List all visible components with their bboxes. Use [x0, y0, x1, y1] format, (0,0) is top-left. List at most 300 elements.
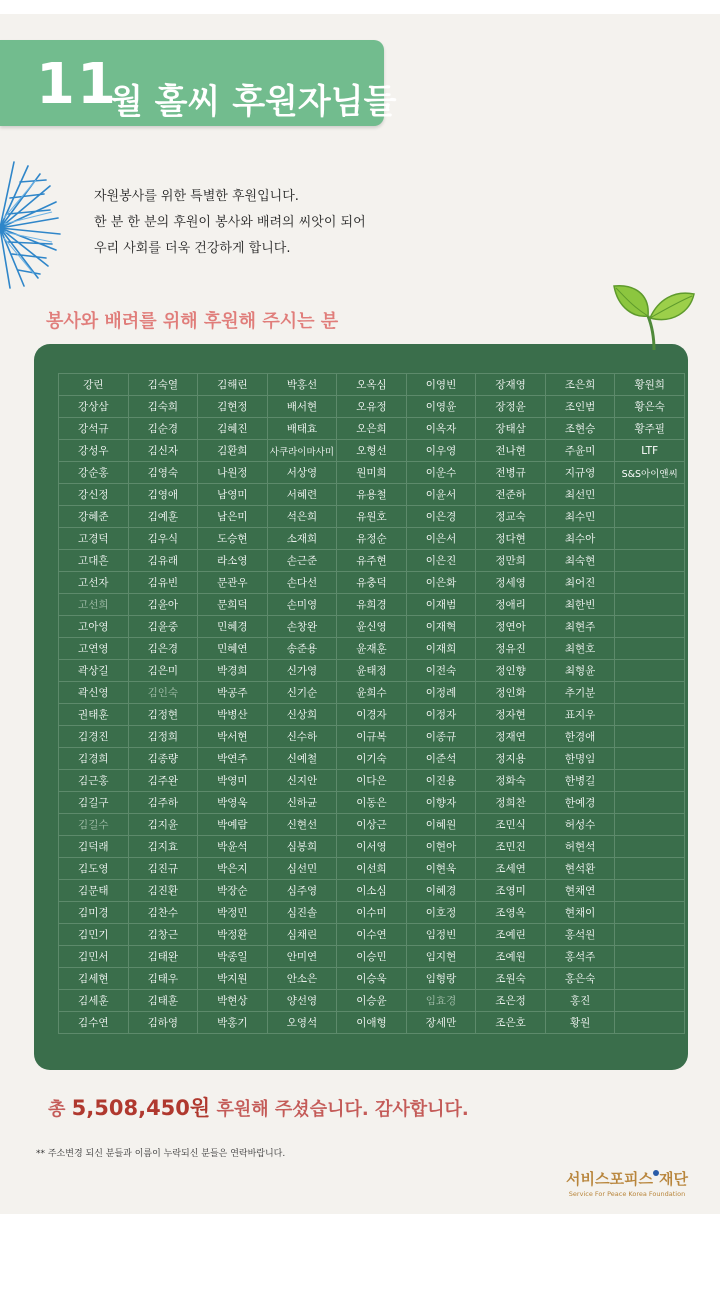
- table-row: [59, 1012, 685, 1034]
- donor-cell: 고선자: [59, 572, 129, 594]
- donor-cell: 김지효: [128, 836, 198, 858]
- total-suffix: 후원해 주셨습니다. 감사합니다.: [216, 1099, 469, 1120]
- donor-cell: 주윤미: [545, 440, 615, 462]
- donor-cell: 이재혁: [406, 616, 476, 638]
- donor-cell: 이승민: [337, 946, 407, 968]
- donor-cell: 최숙현: [545, 550, 615, 572]
- total-amount: 5,508,450원: [71, 1096, 211, 1120]
- donor-cell: 정연아: [476, 616, 546, 638]
- donor-cell: 김유빈: [128, 572, 198, 594]
- donor-cell: 김문태: [59, 880, 129, 902]
- donor-cell: 김현정: [198, 396, 268, 418]
- donor-cell: 정화숙: [476, 770, 546, 792]
- donor-cell: 강상삼: [59, 396, 129, 418]
- donor-cell: 김길구: [59, 792, 129, 814]
- intro-text: [94, 184, 494, 262]
- donor-cell: 이혜경: [406, 880, 476, 902]
- donor-cell: 김태우: [128, 968, 198, 990]
- table-row: [59, 968, 685, 990]
- donor-cell: 김태완: [128, 946, 198, 968]
- donor-cell: 손다선: [267, 572, 337, 594]
- donor-cell: 황원희: [615, 374, 685, 396]
- donor-cell: 김환희: [198, 440, 268, 462]
- donor-cell: 김영숙: [128, 462, 198, 484]
- donor-cell: 고선희: [59, 594, 129, 616]
- donor-cell: 박병산: [198, 704, 268, 726]
- donor-cell: 심선민: [267, 858, 337, 880]
- donor-cell: 정희찬: [476, 792, 546, 814]
- donor-cell: 신지안: [267, 770, 337, 792]
- donor-cell: 이종규: [406, 726, 476, 748]
- donor-cell: 권태훈: [59, 704, 129, 726]
- donor-cell: 최형윤: [545, 660, 615, 682]
- donor-cell: 심진솔: [267, 902, 337, 924]
- donor-cell: 소재희: [267, 528, 337, 550]
- donor-cell: 김경진: [59, 726, 129, 748]
- donor-cell: 정지용: [476, 748, 546, 770]
- donor-cell: 강순홍: [59, 462, 129, 484]
- donor-cell: 조은정: [476, 990, 546, 1012]
- donor-cell: [615, 902, 685, 924]
- table-row: [59, 616, 685, 638]
- donor-cell: 정인화: [476, 682, 546, 704]
- donor-cell: 신하균: [267, 792, 337, 814]
- donor-cell: 박영욱: [198, 792, 268, 814]
- donor-cell: 이서영: [337, 836, 407, 858]
- donor-cell: 이정자: [406, 704, 476, 726]
- pinecone-icon: [0, 158, 64, 292]
- donor-cell: 민혜연: [198, 638, 268, 660]
- donor-cell: 조민식: [476, 814, 546, 836]
- donor-cell: 허현석: [545, 836, 615, 858]
- donor-table: [58, 373, 685, 1034]
- donor-cell: 김주하: [128, 792, 198, 814]
- donor-cell: 이동은: [337, 792, 407, 814]
- donor-cell: 민혜경: [198, 616, 268, 638]
- donor-cell: 이기숙: [337, 748, 407, 770]
- contact-note: ** 주소변경 되신 분들과 이름이 누락되신 분들은 연락바랍니다.: [36, 1149, 286, 1159]
- donor-cell: [615, 528, 685, 550]
- donor-cell: 신수하: [267, 726, 337, 748]
- donor-cell: 황은숙: [615, 396, 685, 418]
- donor-cell: 유주현: [337, 550, 407, 572]
- donor-cell: 정교숙: [476, 506, 546, 528]
- donor-cell: 오형선: [337, 440, 407, 462]
- donor-cell: 김정현: [128, 704, 198, 726]
- donor-cell: 황원: [545, 1012, 615, 1034]
- donor-cell: 남은미: [198, 506, 268, 528]
- donor-cell: [615, 572, 685, 594]
- table-row: [59, 660, 685, 682]
- table-row: [59, 638, 685, 660]
- donor-cell: [615, 1012, 685, 1034]
- donor-cell: 김창근: [128, 924, 198, 946]
- donor-cell: 이재범: [406, 594, 476, 616]
- table-row: [59, 440, 685, 462]
- donor-cell: 김덕래: [59, 836, 129, 858]
- donor-cell: 한경애: [545, 726, 615, 748]
- donor-cell: 정인향: [476, 660, 546, 682]
- donor-cell: 이은경: [406, 506, 476, 528]
- donor-cell: 임지현: [406, 946, 476, 968]
- table-row: [59, 946, 685, 968]
- donor-cell: 배서현: [267, 396, 337, 418]
- donor-cell: 장세만: [406, 1012, 476, 1034]
- donor-cell: 이은서: [406, 528, 476, 550]
- donor-cell: 신현선: [267, 814, 337, 836]
- donor-cell: 배태효: [267, 418, 337, 440]
- table-row: [59, 484, 685, 506]
- donor-cell: 조예원: [476, 946, 546, 968]
- donor-cell: 장재영: [476, 374, 546, 396]
- donor-cell: 고경덕: [59, 528, 129, 550]
- donor-cell: 원미희: [337, 462, 407, 484]
- donor-cell: 이다은: [337, 770, 407, 792]
- donor-cell: 임정빈: [406, 924, 476, 946]
- donor-cell: 손창완: [267, 616, 337, 638]
- donor-cell: 최현호: [545, 638, 615, 660]
- page-title: 월 홀씨 후원자님들: [110, 82, 397, 122]
- table-row: [59, 902, 685, 924]
- donor-cell: 조은호: [476, 1012, 546, 1034]
- donor-cell: 이영윤: [406, 396, 476, 418]
- donor-cell: 김종량: [128, 748, 198, 770]
- donor-cell: 김숙열: [128, 374, 198, 396]
- donor-cell: 장태삼: [476, 418, 546, 440]
- donor-cell: [615, 770, 685, 792]
- donor-cell: 지규영: [545, 462, 615, 484]
- donor-cell: 송준용: [267, 638, 337, 660]
- donor-cell: 신상희: [267, 704, 337, 726]
- donor-cell: 안소은: [267, 968, 337, 990]
- donor-cell: 정세영: [476, 572, 546, 594]
- donor-cell: 박영미: [198, 770, 268, 792]
- donor-cell: 최어진: [545, 572, 615, 594]
- table-row: [59, 418, 685, 440]
- donor-cell: 양선영: [267, 990, 337, 1012]
- donor-cell: 심봉희: [267, 836, 337, 858]
- donor-cell: [615, 946, 685, 968]
- donor-cell: 황주필: [615, 418, 685, 440]
- donor-cell: 최수민: [545, 506, 615, 528]
- donor-cell: 김신자: [128, 440, 198, 462]
- table-row: [59, 528, 685, 550]
- donor-cell: 조영미: [476, 880, 546, 902]
- donor-cell: 홍은숙: [545, 968, 615, 990]
- donor-cell: 이호정: [406, 902, 476, 924]
- donor-cell: 김진환: [128, 880, 198, 902]
- donor-cell: [615, 616, 685, 638]
- donor-cell: 한예경: [545, 792, 615, 814]
- donor-cell: 사쿠라이마사미: [267, 440, 337, 462]
- donor-cell: 고아영: [59, 616, 129, 638]
- donor-cell: 전준하: [476, 484, 546, 506]
- table-row: [59, 880, 685, 902]
- donor-cell: 문관우: [198, 572, 268, 594]
- donor-cell: 서상영: [267, 462, 337, 484]
- table-row: [59, 990, 685, 1012]
- table-row: [59, 770, 685, 792]
- donor-cell: 이수미: [337, 902, 407, 924]
- donor-cell: 박서현: [198, 726, 268, 748]
- donor-cell: 이옥자: [406, 418, 476, 440]
- donor-cell: 유희경: [337, 594, 407, 616]
- section-subtitle: 봉사와 배려를 위해 후원해 주시는 분: [46, 311, 339, 332]
- donor-cell: 김해린: [198, 374, 268, 396]
- donor-cell: 이전숙: [406, 660, 476, 682]
- table-row: [59, 814, 685, 836]
- donor-cell: 김윤아: [128, 594, 198, 616]
- table-row: [59, 858, 685, 880]
- donor-cell: 박지원: [198, 968, 268, 990]
- intro-line: 우리 사회를 더욱 건강하게 합니다.: [94, 241, 291, 256]
- donor-cell: 정애리: [476, 594, 546, 616]
- donor-cell: 이진용: [406, 770, 476, 792]
- donor-cell: 이혜원: [406, 814, 476, 836]
- donor-cell: 김영애: [128, 484, 198, 506]
- donor-cell: 도승현: [198, 528, 268, 550]
- donor-cell: 박연주: [198, 748, 268, 770]
- donor-cell: 임효경: [406, 990, 476, 1012]
- donor-cell: 곽신영: [59, 682, 129, 704]
- donor-cell: [615, 792, 685, 814]
- donor-cell: 이상근: [337, 814, 407, 836]
- donor-cell: 김유래: [128, 550, 198, 572]
- donor-cell: 이선희: [337, 858, 407, 880]
- donor-cell: 심주영: [267, 880, 337, 902]
- donor-cell: 남영미: [198, 484, 268, 506]
- donor-cell: 최선민: [545, 484, 615, 506]
- donor-cell: 이우영: [406, 440, 476, 462]
- donor-cell: 김길수: [59, 814, 129, 836]
- donor-cell: 이현욱: [406, 858, 476, 880]
- donor-cell: 손미영: [267, 594, 337, 616]
- logo-text-b: 재단: [658, 1170, 688, 1188]
- donor-cell: [615, 748, 685, 770]
- sprout-icon: [612, 282, 696, 352]
- donor-cell: 허성수: [545, 814, 615, 836]
- donor-cell: 강린: [59, 374, 129, 396]
- table-row: [59, 748, 685, 770]
- donor-cell: 강석규: [59, 418, 129, 440]
- donor-cell: 윤희수: [337, 682, 407, 704]
- donor-cell: 최현주: [545, 616, 615, 638]
- donor-cell: 이수연: [337, 924, 407, 946]
- donor-cell: 조민진: [476, 836, 546, 858]
- donor-cell: [615, 594, 685, 616]
- donor-cell: 표지우: [545, 704, 615, 726]
- donor-cell: 김찬수: [128, 902, 198, 924]
- donor-cell: 오옥심: [337, 374, 407, 396]
- donor-cell: 고대흔: [59, 550, 129, 572]
- donor-cell: 김혜진: [198, 418, 268, 440]
- donor-cell: 김예훈: [128, 506, 198, 528]
- donor-cell: 조원숙: [476, 968, 546, 990]
- donor-cell: 현채이: [545, 902, 615, 924]
- donor-cell: [615, 704, 685, 726]
- donor-cell: 김은경: [128, 638, 198, 660]
- donor-cell: 강신정: [59, 484, 129, 506]
- donor-cell: 김근홍: [59, 770, 129, 792]
- donor-cell: 이애형: [337, 1012, 407, 1034]
- donor-cell: [615, 880, 685, 902]
- donor-cell: 김진규: [128, 858, 198, 880]
- donor-cell: 추기분: [545, 682, 615, 704]
- donor-cell: 이향자: [406, 792, 476, 814]
- table-row: [59, 726, 685, 748]
- donor-cell: 문희덕: [198, 594, 268, 616]
- intro-line: 한 분 한 분의 후원이 봉사와 배려의 씨앗이 되어: [94, 215, 366, 230]
- donor-cell: 김은미: [128, 660, 198, 682]
- donor-cell: 최수아: [545, 528, 615, 550]
- donor-cell: 김경희: [59, 748, 129, 770]
- total-prefix: 총: [48, 1099, 66, 1120]
- donor-cell: 홍진: [545, 990, 615, 1012]
- donor-cell: [615, 990, 685, 1012]
- donor-cell: 정만희: [476, 550, 546, 572]
- donor-cell: 이소심: [337, 880, 407, 902]
- donor-cell: 정다현: [476, 528, 546, 550]
- donor-cell: 임형랑: [406, 968, 476, 990]
- donor-cell: 이재희: [406, 638, 476, 660]
- table-row: [59, 792, 685, 814]
- donor-cell: 조현승: [545, 418, 615, 440]
- donor-cell: [615, 682, 685, 704]
- donor-cell: 김세현: [59, 968, 129, 990]
- donor-cell: 조영옥: [476, 902, 546, 924]
- donor-cell: 오유정: [337, 396, 407, 418]
- donor-cell: 유원호: [337, 506, 407, 528]
- donor-cell: 윤태정: [337, 660, 407, 682]
- donor-cell: 박장순: [198, 880, 268, 902]
- donor-cell: 조예린: [476, 924, 546, 946]
- donor-cell: 박종일: [198, 946, 268, 968]
- donor-cell: 조세연: [476, 858, 546, 880]
- donor-cell: 유충덕: [337, 572, 407, 594]
- donor-cell: 이현아: [406, 836, 476, 858]
- donor-cell: 김정희: [128, 726, 198, 748]
- table-row: [59, 572, 685, 594]
- donor-cell: [615, 550, 685, 572]
- table-row: [59, 374, 685, 396]
- donor-cell: 김태훈: [128, 990, 198, 1012]
- donor-cell: 강혜준: [59, 506, 129, 528]
- donor-cell: 박공주: [198, 682, 268, 704]
- donor-cell: 손근준: [267, 550, 337, 572]
- intro-line: 자원봉사를 위한 특별한 후원입니다.: [94, 189, 299, 204]
- donor-cell: 김인숙: [128, 682, 198, 704]
- donor-cell: 오영석: [267, 1012, 337, 1034]
- table-row: [59, 704, 685, 726]
- donor-cell: 김미경: [59, 902, 129, 924]
- donor-cell: 박은지: [198, 858, 268, 880]
- donor-cell: 라소영: [198, 550, 268, 572]
- donor-cell: 이운수: [406, 462, 476, 484]
- table-row: [59, 924, 685, 946]
- donor-cell: 신가영: [267, 660, 337, 682]
- donor-cell: 장정윤: [476, 396, 546, 418]
- logo-english: Service For Peace Korea Foundation: [568, 1190, 686, 1198]
- donor-cell: [615, 484, 685, 506]
- table-row: [59, 462, 685, 484]
- donor-cell: 박홍선: [267, 374, 337, 396]
- donor-cell: [615, 858, 685, 880]
- donor-cell: 전병규: [476, 462, 546, 484]
- donor-cell: 김민기: [59, 924, 129, 946]
- donor-cell: 홍석주: [545, 946, 615, 968]
- title-month: 11: [36, 52, 118, 117]
- table-row: [59, 594, 685, 616]
- donor-cell: 한병길: [545, 770, 615, 792]
- table-row: [59, 682, 685, 704]
- donor-cell: 윤재훈: [337, 638, 407, 660]
- donor-cell: 오은희: [337, 418, 407, 440]
- donor-cell: 윤신영: [337, 616, 407, 638]
- donor-cell: 박예람: [198, 814, 268, 836]
- donor-cell: 김지윤: [128, 814, 198, 836]
- donor-cell: 정유진: [476, 638, 546, 660]
- donor-cell: 유정순: [337, 528, 407, 550]
- donor-cell: 김주완: [128, 770, 198, 792]
- donor-cell: 박정민: [198, 902, 268, 924]
- donor-cell: 김우식: [128, 528, 198, 550]
- donor-cell: 김수연: [59, 1012, 129, 1034]
- donor-cell: [615, 660, 685, 682]
- donor-cell: 이승윤: [337, 990, 407, 1012]
- donor-cell: 박홍기: [198, 1012, 268, 1034]
- donor-cell: [615, 726, 685, 748]
- donor-cell: 김숙희: [128, 396, 198, 418]
- donor-cell: 현석환: [545, 858, 615, 880]
- donor-cell: 김도영: [59, 858, 129, 880]
- donor-cell: 조인범: [545, 396, 615, 418]
- donor-cell: 곽상길: [59, 660, 129, 682]
- donor-cell: 이윤서: [406, 484, 476, 506]
- table-row: [59, 506, 685, 528]
- donor-cell: 전나현: [476, 440, 546, 462]
- donor-cell: LTF: [615, 440, 685, 462]
- donor-cell: 이영빈: [406, 374, 476, 396]
- donor-cell: 현채연: [545, 880, 615, 902]
- donor-cell: 박경희: [198, 660, 268, 682]
- total-line: [48, 1092, 469, 1122]
- donor-cell: 박현상: [198, 990, 268, 1012]
- donor-cell: 고연영: [59, 638, 129, 660]
- donor-cell: 김하영: [128, 1012, 198, 1034]
- donor-cell: 서혜련: [267, 484, 337, 506]
- donor-cell: 석은희: [267, 506, 337, 528]
- donor-cell: 김세훈: [59, 990, 129, 1012]
- donor-cell: 조은희: [545, 374, 615, 396]
- donor-cell: 이준석: [406, 748, 476, 770]
- donor-cell: [615, 506, 685, 528]
- donor-cell: 정자현: [476, 704, 546, 726]
- foundation-logo: [566, 1168, 688, 1198]
- table-row: [59, 550, 685, 572]
- donor-cell: 이승욱: [337, 968, 407, 990]
- donor-cell: 신예철: [267, 748, 337, 770]
- donor-cell: 한명임: [545, 748, 615, 770]
- donor-cell: 이은진: [406, 550, 476, 572]
- donor-cell: 박윤석: [198, 836, 268, 858]
- donor-cell: 이규복: [337, 726, 407, 748]
- table-row: [59, 396, 685, 418]
- donor-cell: 이경자: [337, 704, 407, 726]
- table-row: [59, 836, 685, 858]
- donor-cell: 최한빈: [545, 594, 615, 616]
- donor-cell: 신기순: [267, 682, 337, 704]
- donor-cell: 이은화: [406, 572, 476, 594]
